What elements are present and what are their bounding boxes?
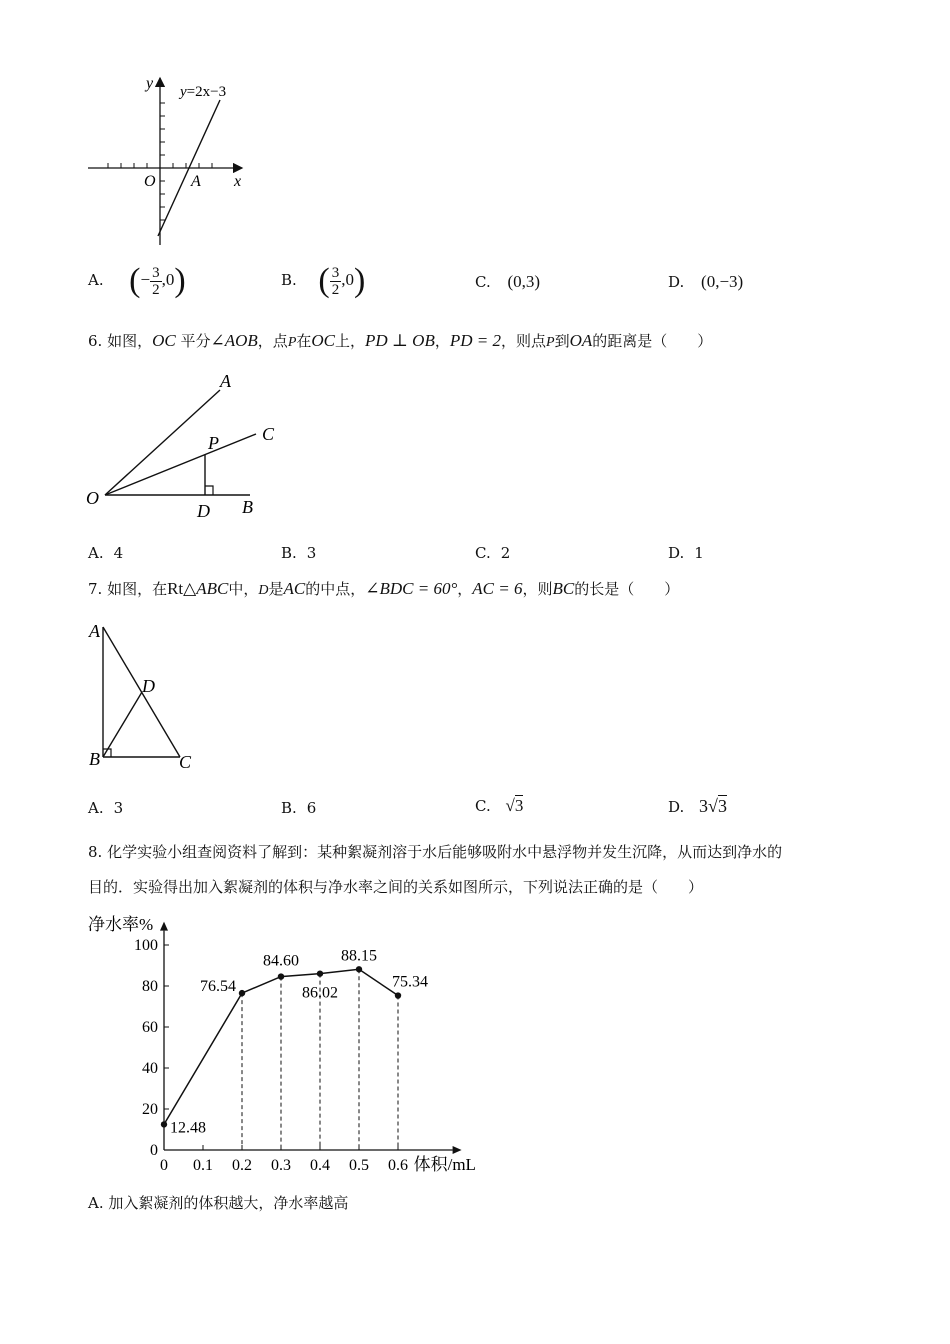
q7-option-d[interactable]: D. 3√3	[668, 796, 727, 816]
fraction: $\frac{3}{2}$	[331, 264, 340, 298]
q6-option-c[interactable]: C. 2	[475, 544, 511, 562]
q8-question-line1: 8. 化学实验小组查阅资料了解到：某种絮凝剂溶于水后能够吸附水中悬浮物并发生沉降，从而达到净水的	[88, 843, 783, 861]
y-tick-label: 20	[142, 1101, 158, 1118]
q5-equation: y=2x−3	[180, 84, 227, 100]
y-tick-label: 40	[142, 1060, 158, 1077]
q7-option-c[interactable]: C. √3	[475, 796, 524, 815]
x-tick-label: 0.1	[193, 1157, 213, 1174]
svg-text:A: A	[89, 621, 100, 641]
data-point	[278, 973, 284, 979]
y-axis-title: 净水率%	[88, 915, 154, 934]
svg-text:O: O	[86, 488, 99, 508]
y-axis-arrow	[160, 922, 168, 931]
data-point	[239, 990, 245, 996]
q6-option-a[interactable]: A. 4	[88, 544, 124, 562]
y-tick-label: 100	[134, 937, 158, 954]
x-axis-title: 体积/mL	[413, 1155, 476, 1174]
data-label: 86.02	[302, 984, 338, 1002]
data-label: 76.54	[200, 978, 236, 996]
svg-text:D: D	[197, 501, 210, 521]
option-letter: A.	[88, 271, 104, 289]
option-tail: ,0	[161, 270, 175, 289]
q5-point-a-label: A	[191, 173, 201, 190]
svg-text:D: D	[142, 676, 155, 696]
x-tick-label: 0.2	[232, 1157, 252, 1174]
q7-question: 7. 如图，在Rt△ABC中，D是AC的中点，∠BDC = 60°，AC = 6，则BC的长是（ ）	[88, 579, 680, 598]
q5-graph	[80, 70, 260, 250]
x-tick-label: 0.4	[310, 1157, 330, 1174]
data-label: 84.60	[263, 952, 299, 970]
q8-chart	[80, 910, 500, 1180]
x-tick-label: 0.3	[271, 1157, 291, 1174]
q5-option-a[interactable]: A. (− $\frac{3}{2}$ ,0)	[88, 262, 186, 299]
y-tick-label: 80	[142, 978, 158, 995]
svg-text:C: C	[262, 424, 275, 444]
svg-text:B: B	[242, 497, 253, 517]
x-tick-label: 0.5	[349, 1157, 369, 1174]
q6-question: 6. 如图，OC 平分∠AOB，点P在OC上，PD ⊥ OB，PD = 2，则点P到OA的距离是（ ）	[88, 331, 713, 350]
data-label: 12.48	[170, 1119, 206, 1137]
option-tail: ,0	[341, 270, 354, 289]
option-value: (0,3)	[507, 272, 541, 291]
q6-option-b[interactable]: B. 3	[281, 544, 317, 562]
q5-x-label: x	[234, 173, 242, 190]
data-label: 75.34	[392, 973, 428, 991]
option-letter: C.	[475, 273, 491, 291]
option-letter: D.	[668, 273, 685, 291]
q7-figure	[80, 615, 210, 775]
x-axis-arrow	[453, 1146, 462, 1154]
q7-option-a[interactable]: A. 3	[88, 799, 124, 817]
x-tick-label: 0	[160, 1157, 168, 1174]
option-sign: −	[140, 270, 151, 289]
data-point	[317, 970, 323, 976]
svg-text:C: C	[179, 752, 192, 772]
q5-option-d[interactable]	[668, 272, 743, 292]
data-point	[356, 966, 362, 972]
x-tick-label: 0.6	[388, 1157, 408, 1174]
data-point	[395, 992, 401, 998]
y-tick-label: 0	[150, 1142, 158, 1159]
svg-text:A: A	[220, 371, 231, 391]
q8-question-line2: 目的．实验得出加入絮凝剂的体积与净水率之间的关系如图所示，下列说法正确的是（ ）	[88, 878, 704, 896]
q6-option-d[interactable]: D. 1	[668, 544, 704, 562]
q5-origin-label: O	[144, 173, 156, 190]
data-label: 88.15	[341, 947, 377, 965]
q6-figure	[80, 365, 300, 525]
y-tick-label: 60	[142, 1019, 158, 1036]
q8-option-a[interactable]: A. 加入絮凝剂的体积越大，净水率越高	[88, 1194, 349, 1212]
svg-text:B: B	[89, 749, 100, 769]
q5-y-label: y	[146, 75, 154, 92]
data-point	[161, 1121, 167, 1127]
svg-text:P: P	[208, 433, 219, 453]
q7-option-b[interactable]: B. 6	[281, 799, 317, 817]
option-letter: B.	[281, 271, 297, 289]
fraction: $\frac{3}{2}$	[152, 264, 160, 298]
option-value: (0,−3)	[701, 272, 744, 291]
q5-option-b[interactable]: B. ( $\frac{3}{2}$ ,0)	[281, 262, 366, 299]
q5-option-c[interactable]	[475, 272, 540, 292]
